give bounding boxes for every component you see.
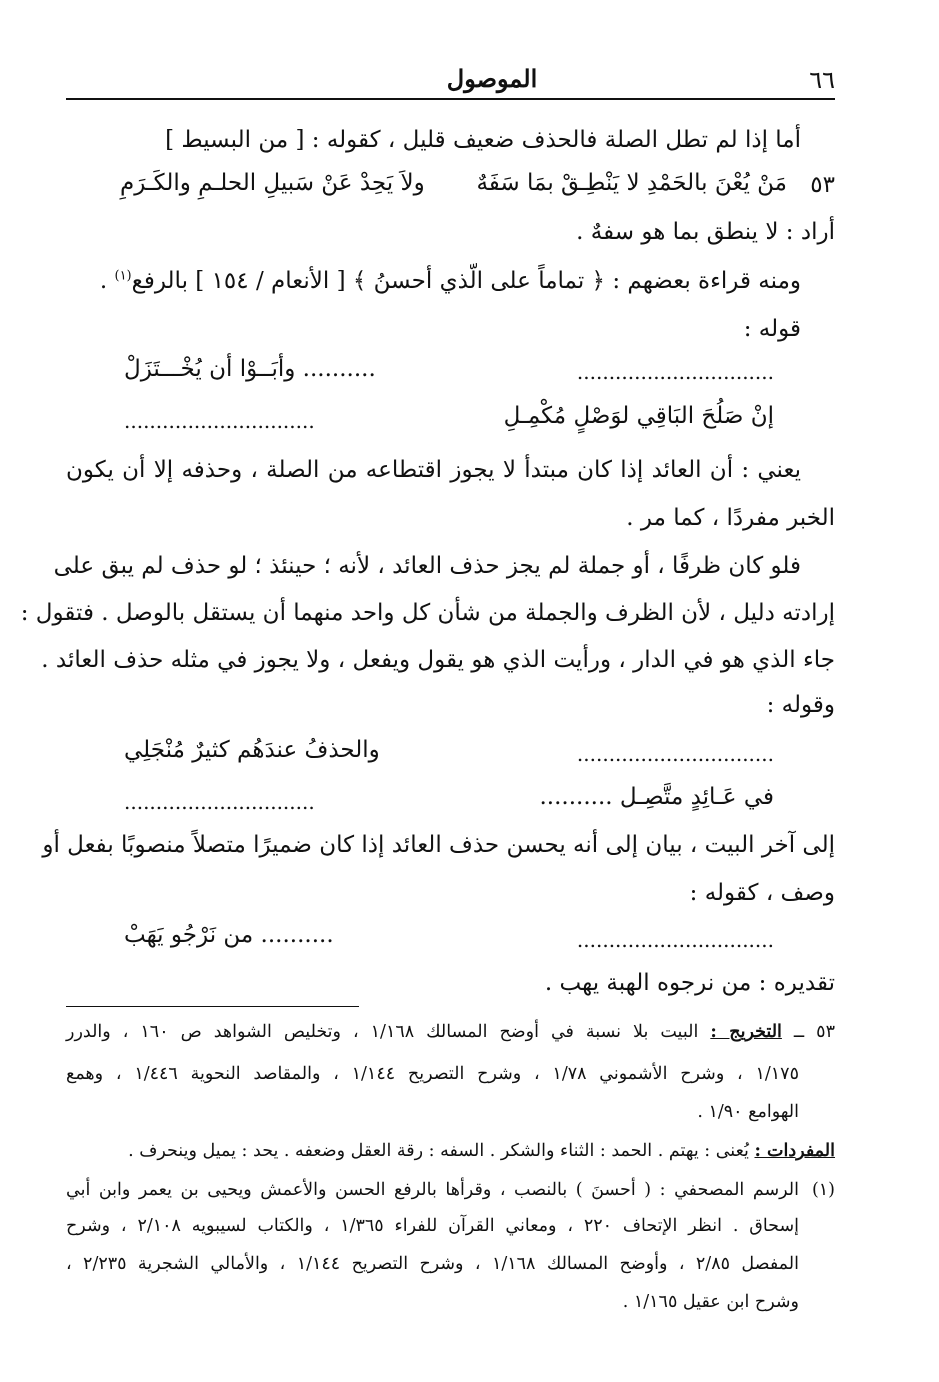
verse-hemistich: مَنْ يُعْنَ بالحَمْدِ لا يَنْطِـقْ بمَا سَفَهٌ	[476, 170, 787, 196]
verse-hemistich: في عَـائِدٍ متَّصِـل ..........	[539, 784, 774, 810]
header-rule	[66, 98, 835, 100]
text-line: إلى آخر البيت ، بيان إلى أنه يحسن حذف العائد إذا كان ضميرًا متصلاً منصوبًا بفعل أو	[42, 832, 835, 858]
verse-dots: ..............................	[124, 409, 315, 433]
text-line: وصف ، كقوله :	[689, 880, 835, 906]
verse-hemistich: إنْ صَلُحَ البَاقِي لوَصْلٍ مُكْمِـلِ	[503, 403, 774, 429]
page-number: ٦٦	[809, 66, 835, 94]
text-line: فلو كان ظرفًا ، أو جملة لم يجز حذف العائد ، لأنه ؛ حينئذ ؛ لو حذف لم يبق على	[53, 553, 801, 579]
verse-number: ٥٣	[810, 172, 835, 198]
footnote-ref[interactable]: (١)	[114, 268, 132, 284]
verse-dots: ...............................	[576, 742, 774, 766]
verse-dots: ...............................	[576, 360, 774, 384]
text-line: جاء الذي هو في الدار ، ورأيت الذي هو يقول ويفعل ، ولا يجوز في مثله حذف العائد .	[41, 647, 835, 673]
text-line: وقوله :	[766, 692, 835, 718]
footnote-line: إسحاق . انظر الإتحاف ٢٢٠ ، ومعاني القرآن للفراء ١/٣٦٥ ، والكتاب لسيبويه ٢/١٠٨ ، وشرح	[66, 1216, 799, 1236]
footnote-text: يُعنى : يهتم . الحمد : الثناء والشكر . السفه : رقة العقل وضعفه . يحد : يميل وينحرف .	[128, 1141, 749, 1161]
verse-dots: ...............................	[576, 928, 774, 952]
text-span: ومنه قراءة بعضهم : ﴿ تماماً على الّذي أحسنُ ﴾ [ الأنعام / ١٥٤ ] بالرفع	[131, 268, 801, 294]
running-title: الموصول	[446, 64, 538, 93]
footnote-line: المفصل ٢/٨٥ ، وأوضح المسالك ١/١٦٨ ، وشرح التصريح ١/١٤٤ ، والأمالي الشجرية ٢/٢٣٥ ،	[66, 1254, 799, 1274]
footnote-rule	[66, 1006, 359, 1007]
footnote-line: الهوامع ١/٩٠ .	[697, 1102, 799, 1122]
text-line: يعني : أن العائد إذا كان مبتدأ لا يجوز اقتطاعه من الصلة ، وحذفه إلا أن يكون	[66, 457, 801, 483]
text-line: قوله :	[743, 316, 801, 342]
text-span: .	[99, 268, 115, 294]
text-line: الخبر مفردًا ، كما مر .	[626, 505, 835, 531]
footnote-line: وشرح ابن عقيل ١/١٦٥ .	[622, 1292, 799, 1312]
text-line	[66, 266, 801, 297]
footnote-text: البيت بلا نسبة في أوضح المسالك ١/١٦٨ ، وتخليص الشواهد ص ١٦٠ ، والدرر	[66, 1022, 699, 1042]
verse-dots: ..............................	[124, 790, 315, 814]
footnote-line	[66, 1020, 835, 1045]
text-line: أراد : لا ينطق بما هو سفهٌ .	[576, 219, 835, 245]
footnote-number: (١)	[811, 1180, 835, 1200]
footnote-line: ١/١٧٥ ، وشرح الأشموني ١/٧٨ ، وشرح التصريح ١/١٤٤ ، والمقاصد النحوية ١/٤٤٦ ، وهمع	[66, 1064, 799, 1084]
text-line: أما إذا لم تطل الصلة فالحذف ضعيف قليل ، كقوله : [ من البسيط ]	[165, 127, 801, 153]
footnote-label: التخريج :	[710, 1022, 782, 1042]
verse-hemistich: .......... من نَرْجُو يَهَبْ	[124, 922, 334, 948]
verse-hemistich: ولاَ يَحِدْ عَنْ سَبيلِ الحلـمِ والكَـرَمِ	[120, 170, 425, 196]
verse-hemistich: والحذفُ عندَهُم كثيرٌ مُنْجَلِي	[124, 737, 380, 763]
footnote-line	[66, 1139, 835, 1164]
footnote-number: ٥٣ ــ	[793, 1022, 835, 1042]
verse-hemistich: .......... وأبَــوْا أن يُخْـــتَزَلْ	[124, 356, 376, 382]
text-line: إرادته دليل ، لأن الظرف والجملة من شأن كل واحد منهما أن يستقل بالوصل . فتقول :	[20, 600, 835, 626]
footnote-label: المفردات :	[754, 1141, 835, 1161]
text-line: تقديره : من نرجوه الهبة يهب .	[544, 970, 835, 996]
footnote-line: الرسم المصحفي : ( أحسنَ ) بالنصب ، وقرأها بالرفع الحسن والأعمش ويحيى بن يعمر وابن أبي	[66, 1180, 799, 1200]
